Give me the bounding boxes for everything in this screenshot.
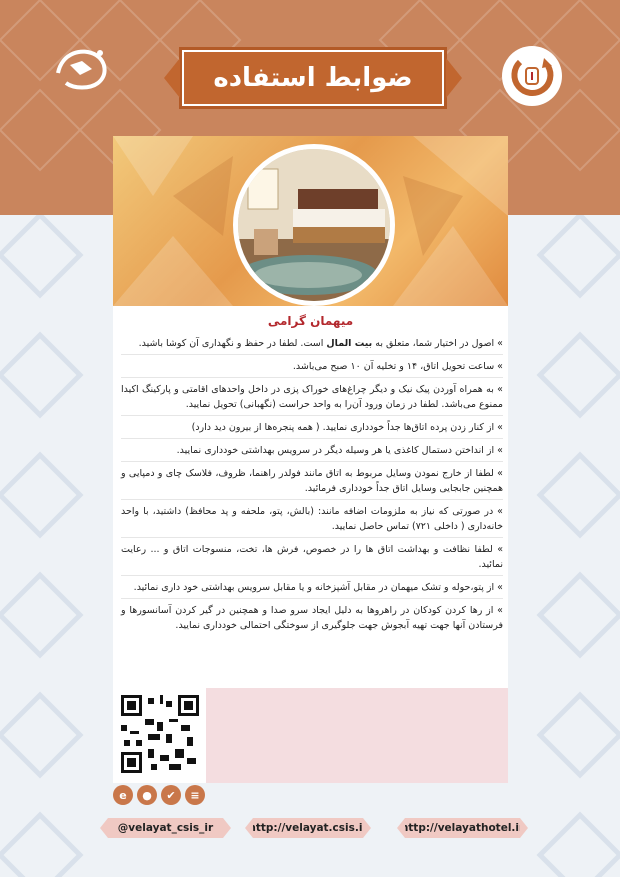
rule-item: » از پتو،حوله و تشک میهمان در مقابل آشپزخانه و یا مقابل سرویس بهداشتی خود داری نمائید. [121,580,503,599]
hotel-room-photo [233,144,395,306]
eitaa-icon[interactable]: e [113,785,133,805]
rule-item: » از انداختن دستمال کاغذی یا هر وسیله دیگر در سرویس بهداشتی خودداری نمایید. [121,443,503,462]
link-hotel-website[interactable]: http://velayathotel.ir [405,818,520,838]
rule-item: » ساعت تحویل اتاق، ۱۴ و تخلیه آن ۱۰ صبح می‌باشد. [121,359,503,378]
rule-item: » لطفا نظافت و بهداشت اتاق ها را در خصوص، فرش ها، تخت، منسوجات اتاق و ... رعایت نمائید. [121,542,503,576]
rule-item: » لطفا از خارج نمودن وسایل مربوط به اتاق مانند فولدر راهنما، ظروف، فلاسک چای و دمپایی و همچنین جابجایی وسایل اتاق جداً خودداری فرمائید. [121,466,503,500]
hero-banner [113,136,508,306]
bale-icon[interactable]: ● [137,785,157,805]
rubika-icon[interactable]: ≡ [185,785,205,805]
rules-card [113,136,508,693]
hotel-emblem-icon [500,44,564,108]
link-csis-website[interactable]: http://velayat.csis.ir [253,818,363,838]
title-banner [182,50,444,106]
social-icons [113,785,205,807]
greeting-heading: میهمان گرامی [267,314,354,328]
qr-code[interactable] [121,694,199,774]
rule-item: » به همراه آوردن پیک نیک و دیگر چراغ‌های خوراک پزی در داخل واحدهای اقامتی و پارکینگ اکیدا ممنوع می‌باشد. لطفا در زمان ورود آن‌را به واحد حراست (نگهبانی) تحویل نمایید. [121,382,503,416]
soroush-icon[interactable]: ✔ [161,785,181,805]
rule-item: » در صورتی که نیاز به ملزومات اضافه مانند: (بالش، پتو، ملحفه و پد محافظ) داشتید، با واحد خانه‌داری ( داخلی ۷۲۱) تماس حاصل نمایید. [121,504,503,538]
rule-item: » اصول در اختیار شما، متعلق به بیت المال است. لطفا در حفظ و نگهداری آن کوشا باشید. [121,336,503,355]
rules-list [121,336,503,640]
link-eitaa-id[interactable]: @velayat_csis_ir [108,818,223,838]
page-title: ضوابط استفاده [213,63,413,93]
calligraphy-logo [52,43,112,95]
rule-item: » از رها کردن کودکان در راهروها به دلیل ایجاد سرو صدا و همچنین در گیر کردن آسانسورها و فرستادن آنها جهت تهیه آبجوش جهت جلوگیری از سوختگی احتمالی خودداری نمایید. [121,605,503,631]
rule-item: » از کنار زدن پرده اتاق‌ها جداً خودداری نمایید. ( همه پنجره‌ها از بیرون دید دارد) [121,420,503,439]
qr-code-container [113,688,206,783]
